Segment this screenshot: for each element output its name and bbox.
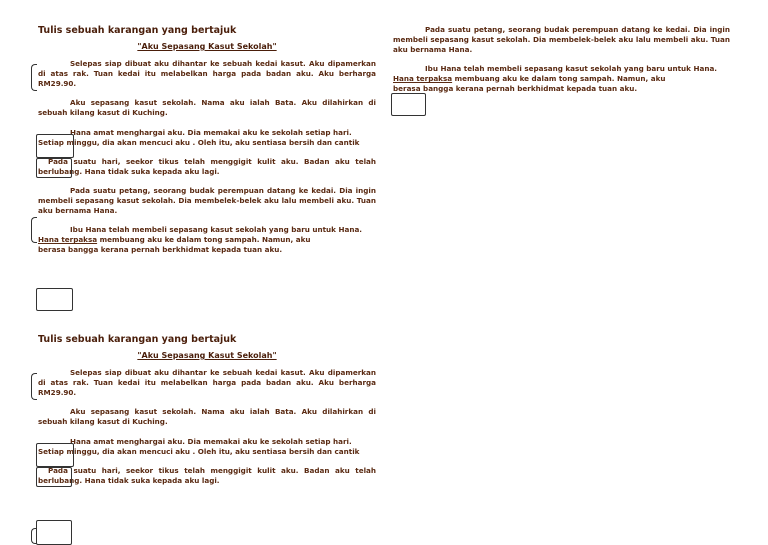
paragraph-6b-rest: membuang aku ke dalam tong sampah. Namun, aku [452, 74, 666, 83]
box-mark [36, 443, 74, 467]
paragraph-5: Pada suatu petang, seorang budak perempuan datang ke kedai. Dia ingin membeli sepasang kasut sekolah. Dia membelek-belek aku lalu membeli aku. Tuan aku bernama Hana. [393, 25, 730, 54]
essay-title: "Aku Sepasang Kasut Sekolah" [137, 351, 277, 360]
underlined-phrase: Hana terpaksa [38, 235, 98, 244]
paragraph-3b: Setiap minggu, dia akan mencuci aku . Oleh itu, aku sentiasa bersih dan cantik [38, 138, 360, 147]
worksheet-continuation [393, 25, 730, 94]
worksheet-copy-1 [38, 25, 376, 255]
paragraph-6a: Ibu Hana telah membeli sepasang kasut sekolah yang baru untuk Hana. [70, 225, 363, 234]
box-mark [36, 520, 72, 545]
paragraph-6b [38, 235, 376, 245]
paragraph-1: Selepas siap dibuat aku dihantar ke sebuah kedai kasut. Aku dipamerkan di atas rak. Tuan kedai itu melabelkan harga pada badan aku. Aku berharga RM29.90. [38, 368, 376, 397]
worksheet-copy-2 [38, 334, 376, 486]
paragraph-5: Pada suatu petang, seorang budak perempuan datang ke kedai. Dia ingin membeli sepasang kasut sekolah. Dia membelek-belek aku lalu membeli aku. Tuan aku bernama Hana. [38, 186, 376, 215]
paragraph-6b-rest: membuang aku ke dalam tong sampah. Namun, aku [97, 235, 311, 244]
box-mark [36, 134, 74, 158]
paragraph-6a: Ibu Hana telah membeli sepasang kasut sekolah yang baru untuk Hana. [425, 64, 718, 73]
box-mark [36, 288, 73, 311]
box-mark [391, 93, 426, 116]
paragraph-4: Pada suatu hari, seekor tikus telah menggigit kulit aku. Badan aku telah berlubang. Hana tidak suka kepada aku lagi. [38, 157, 376, 176]
essay-title: "Aku Sepasang Kasut Sekolah" [137, 42, 277, 51]
box-mark [36, 158, 72, 178]
box-mark [36, 467, 72, 487]
paragraph-2: Aku sepasang kasut sekolah. Nama aku ialah Bata. Aku dilahirkan di sebuah kilang kasut di Kuching. [38, 98, 376, 117]
paragraph-4: Pada suatu hari, seekor tikus telah menggigit kulit aku. Badan aku telah berlubang. Hana tidak suka kepada aku lagi. [38, 466, 376, 485]
paragraph-2: Aku sepasang kasut sekolah. Nama aku ialah Bata. Aku dilahirkan di sebuah kilang kasut di Kuching. [38, 407, 376, 426]
paragraph-6c: berasa bangga kerana pernah berkhidmat kepada tuan aku. [393, 84, 638, 93]
paragraph-3b: Setiap minggu, dia akan mencuci aku . Oleh itu, aku sentiasa bersih dan cantik [38, 447, 360, 456]
bracket-mark [31, 217, 37, 243]
paragraph-1: Selepas siap dibuat aku dihantar ke sebuah kedai kasut. Aku dipamerkan di atas rak. Tuan kedai itu melabelkan harga pada badan aku. Aku berharga RM29.90. [38, 59, 376, 88]
paragraph-6c: berasa bangga kerana pernah berkhidmat kepada tuan aku. [38, 245, 283, 254]
bracket-mark [31, 373, 37, 400]
paragraph-3a: Hana amat menghargai aku. Dia memakai aku ke sekolah setiap hari. [70, 437, 352, 446]
paragraph-6b [393, 74, 730, 84]
paragraph-3a: Hana amat menghargai aku. Dia memakai aku ke sekolah setiap hari. [70, 128, 352, 137]
bracket-mark [31, 528, 37, 544]
bracket-mark [31, 64, 37, 91]
heading: Tulis sebuah karangan yang bertajuk [38, 25, 237, 36]
heading: Tulis sebuah karangan yang bertajuk [38, 334, 237, 345]
underlined-phrase: Hana terpaksa [393, 74, 453, 83]
